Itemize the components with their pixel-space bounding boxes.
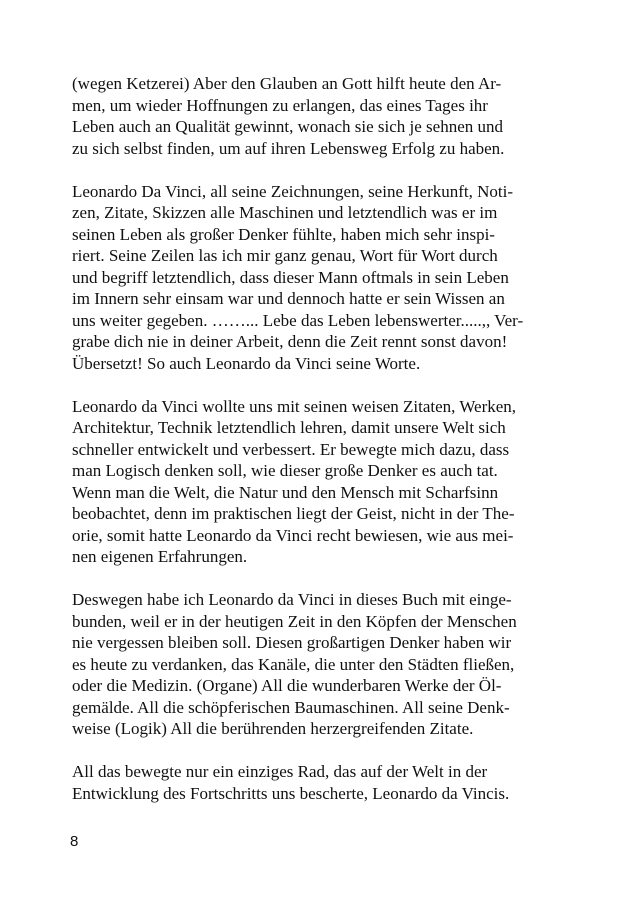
- text-line: zu sich selbst finden, um auf ihren Lebensweg Erfolg zu haben.: [72, 138, 505, 158]
- paragraph-2: [72, 181, 572, 375]
- text-line: Leonardo da Vinci wollte uns mit seinen weisen Zitaten, Werken,: [72, 396, 517, 416]
- text-line: Leonardo Da Vinci, all seine Zeichnungen, seine Herkunft, Noti-: [72, 181, 513, 201]
- text-line: Übersetzt! So auch Leonardo da Vinci seine Worte.: [72, 353, 421, 373]
- text-line: bunden, weil er in der heutigen Zeit in den Köpfen der Menschen: [72, 611, 517, 631]
- text-line: All das bewegte nur ein einziges Rad, das auf der Welt in der: [72, 762, 488, 781]
- text-line: weise (Logik) All die berührenden herzergreifenden Zitate.: [72, 719, 474, 738]
- text-line: Entwicklung des Fortschritts uns bescherte, Leonardo da Vincis.: [72, 783, 510, 803]
- paragraph-3: [72, 396, 572, 568]
- text-line: Deswegen habe ich Leonardo da Vinci in dieses Buch mit einge-: [72, 590, 512, 609]
- text-line: und begriff letztendlich, dass dieser Mann oftmals in sein Leben: [72, 267, 509, 287]
- text-line: schneller entwickelt und verbessert. Er bewegte mich dazu, dass: [72, 439, 510, 459]
- text-line: es heute zu verdanken, das Kanäle, die unter den Städten fließen,: [72, 654, 515, 674]
- text-line: (wegen Ketzerei) Aber den Glauben an Gott hilft heute den Ar-: [72, 74, 502, 93]
- text-line: oder die Medizin. (Organe) All die wunderbaren Werke der Öl-: [72, 676, 502, 695]
- text-line: im Innern sehr einsam war und dennoch hatte er sein Wissen an: [72, 289, 505, 308]
- paragraph-5: [72, 761, 572, 804]
- text-line: beobachtet, denn im praktischen liegt der Geist, nicht in der The-: [72, 504, 515, 523]
- paragraph-4: [72, 589, 572, 740]
- text-line: man Logisch denken soll, wie dieser große Denker es auch tat.: [72, 461, 498, 480]
- text-line: uns weiter gegeben. ……... Lebe das Leben lebenswerter.....,, Ver-: [72, 310, 524, 330]
- text-line: Wenn man die Welt, die Natur und den Mensch mit Scharfsinn: [72, 482, 499, 502]
- text-line: riert. Seine Zeilen las ich mir ganz genau, Wort für Wort durch: [72, 246, 498, 265]
- body-text: [72, 73, 572, 826]
- text-line: Leben auch an Qualität gewinnt, wonach sie sich je sehnen und: [72, 117, 504, 136]
- text-line: nen eigenen Erfahrungen.: [72, 547, 248, 566]
- text-line: nie vergessen bleiben soll. Diesen großartigen Denker haben wir: [72, 633, 512, 652]
- text-line: seinen Leben als großer Denker fühlte, haben mich sehr inspi-: [72, 224, 495, 244]
- text-line: gemälde. All die schöpferischen Baumaschinen. All seine Denk-: [72, 697, 510, 717]
- text-line: zen, Zitate, Skizzen alle Maschinen und letztendlich was er im: [72, 203, 498, 222]
- text-line: Architektur, Technik letztendlich lehren, damit unsere Welt sich: [72, 418, 506, 437]
- paragraph-1: [72, 73, 572, 159]
- page-number: 8: [70, 833, 79, 850]
- text-line: orie, somit hatte Leonardo da Vinci recht bewiesen, wie aus mei-: [72, 525, 514, 545]
- text-line: grabe dich nie in deiner Arbeit, denn die Zeit rennt sonst davon!: [72, 332, 508, 351]
- text-line: men, um wieder Hoffnungen zu erlangen, das eines Tages ihr: [72, 95, 488, 115]
